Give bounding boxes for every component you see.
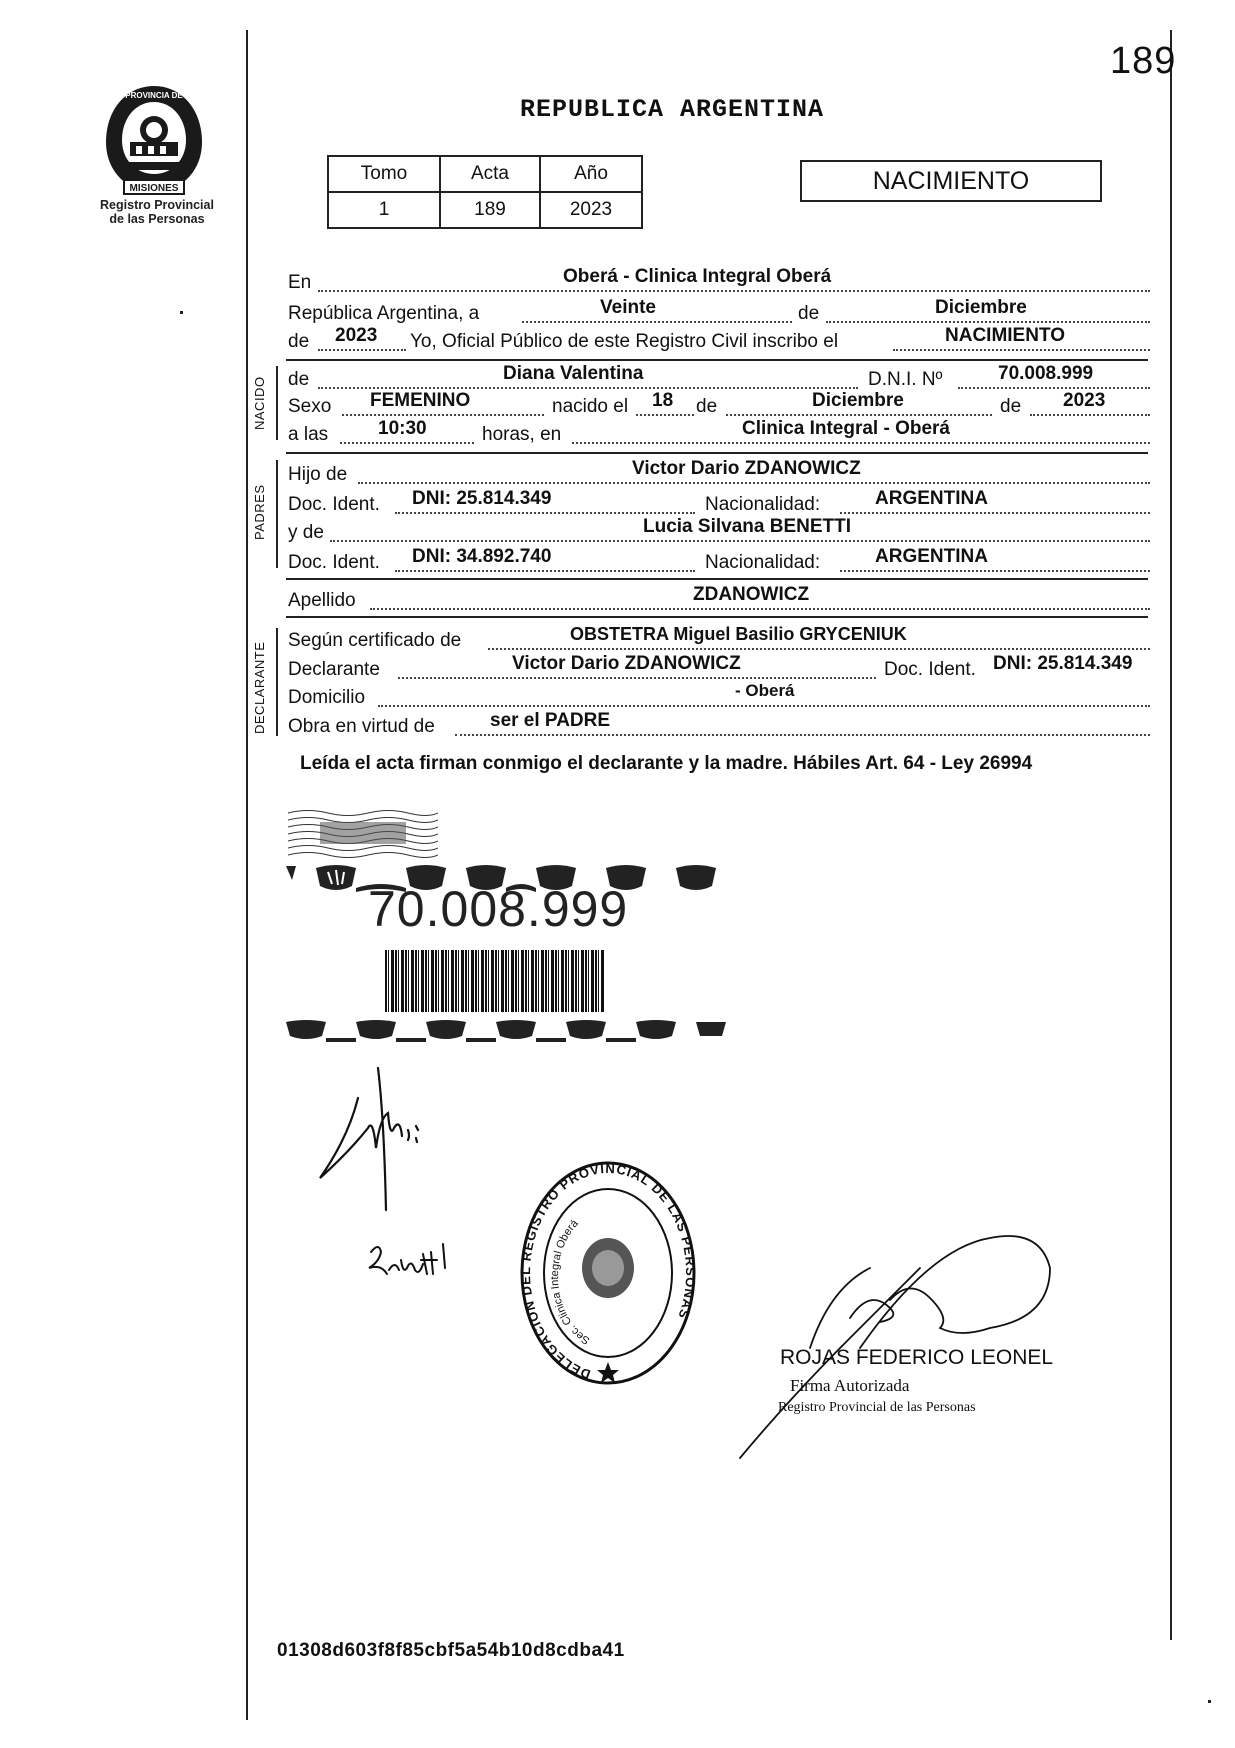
birth-day-dots xyxy=(636,414,694,416)
nacido-section-label: NACIDO xyxy=(252,376,267,430)
ano-value: 2023 xyxy=(540,192,642,228)
hijo-de-label: Hijo de xyxy=(288,464,348,485)
a-las-label: a las xyxy=(288,424,329,445)
domicilio-dots xyxy=(378,705,1150,707)
mother-doc: DNI: 34.892.740 xyxy=(412,546,552,567)
father-nat-label: Nacionalidad: xyxy=(705,494,821,515)
apellido-dots xyxy=(370,608,1150,610)
newborn-dni: 70.008.999 xyxy=(998,363,1094,384)
mother-nationality: ARGENTINA xyxy=(875,546,988,567)
mother-name: Lucia Silvana BENETTI xyxy=(643,516,851,537)
padres-top-rule xyxy=(286,452,1148,454)
acta-value: 189 xyxy=(440,192,540,228)
declarante-top-rule xyxy=(286,616,1148,618)
official-name: ROJAS FEDERICO LEONEL xyxy=(780,1346,1054,1369)
certificado-value: OBSTETRA Miguel Basilio GRYCENIUK xyxy=(570,624,907,644)
mother-dots xyxy=(330,540,1150,542)
padres-section-label: PADRES xyxy=(252,484,267,540)
apellido-top-rule xyxy=(286,578,1148,580)
birth-year: 2023 xyxy=(1063,390,1106,411)
certificado-label: Según certificado de xyxy=(288,630,462,651)
declarante-doc: DNI: 25.814.349 xyxy=(993,653,1133,674)
obra-label: Obra en virtud de xyxy=(288,716,435,737)
register-table-header-row xyxy=(328,156,642,192)
acta-header: Acta xyxy=(440,156,540,192)
record-type-box: NACIMIENTO xyxy=(800,160,1102,202)
register-table xyxy=(327,155,643,229)
place-dots xyxy=(318,290,1150,292)
birth-place: Clinica Integral - Oberá xyxy=(742,418,950,439)
security-dni-print: 70.008.999 xyxy=(368,881,629,937)
obra-dots xyxy=(455,734,1150,736)
father-name: Victor Dario ZDANOWICZ xyxy=(632,458,861,479)
declarante-dots xyxy=(398,677,876,679)
month-value: Diciembre xyxy=(935,297,1027,318)
birth-time: 10:30 xyxy=(378,418,427,439)
official-role: Firma Autorizada xyxy=(790,1376,910,1395)
registry-caption xyxy=(82,198,232,226)
security-band-bottom xyxy=(286,1018,736,1048)
apellido-value: ZDANOWICZ xyxy=(693,584,810,605)
reading-note: Leída el acta firman conmigo el declarante y la madre. Hábiles Art. 64 - Ley 26994 xyxy=(300,753,1033,774)
ano-header: Año xyxy=(540,156,642,192)
father-dots xyxy=(358,482,1150,484)
margin-dot xyxy=(180,311,183,314)
domicilio-value: - Oberá xyxy=(735,681,795,700)
mother-nat-dots xyxy=(840,570,1150,572)
birth-place-dots xyxy=(572,442,1150,444)
mother-doc-label: Doc. Ident. xyxy=(288,552,380,573)
right-margin-line xyxy=(1170,30,1172,1640)
newborn-name: Diana Valentina xyxy=(503,363,644,384)
registry-stamp xyxy=(518,1158,698,1388)
official-organization: Registro Provincial de las Personas xyxy=(778,1400,976,1415)
nacido-top-rule xyxy=(286,359,1148,361)
declarante-doc-label: Doc. Ident. xyxy=(884,659,976,680)
father-doc-label: Doc. Ident. xyxy=(288,494,380,515)
time-dots xyxy=(340,442,474,444)
svg-text:PROVINCIA DE: PROVINCIA DE xyxy=(125,91,183,100)
corner-dot xyxy=(1208,1700,1211,1703)
sexo-value: FEMENINO xyxy=(370,390,471,411)
de-label: de xyxy=(798,303,820,324)
dni-label: D.N.I. Nº xyxy=(868,369,943,390)
nacido-el-label: nacido el xyxy=(552,396,629,417)
registry-caption-line2: de las Personas xyxy=(109,212,205,226)
svg-text:Sec. Clinica Integral Oberá: Sec. Clinica Integral Oberá xyxy=(549,1217,592,1347)
day-dots xyxy=(522,321,792,323)
certificado-dots xyxy=(488,648,1150,650)
year-dots xyxy=(318,349,406,351)
father-doc-dots xyxy=(395,512,695,514)
obra-value: ser el PADRE xyxy=(490,710,611,731)
page-number: 189 xyxy=(1110,40,1177,82)
place-value: Oberá - Clinica Integral Oberá xyxy=(563,266,832,287)
day-value: Veinte xyxy=(600,297,656,318)
security-hologram xyxy=(288,808,438,858)
padres-bracket xyxy=(276,460,278,568)
country-title: REPUBLICA ARGENTINA xyxy=(520,95,825,124)
de-label-2: de xyxy=(696,396,718,417)
birth-year-dots xyxy=(1030,414,1150,416)
svg-text:MISIONES: MISIONES xyxy=(129,183,179,194)
nacido-bracket xyxy=(276,366,278,440)
en-label: En xyxy=(288,272,312,293)
sexo-label: Sexo xyxy=(288,396,332,417)
domicilio-label: Domicilio xyxy=(288,687,366,708)
y-de-label: y de xyxy=(288,522,324,543)
birth-month: Diciembre xyxy=(812,390,904,411)
apellido-label: Apellido xyxy=(288,590,356,611)
de2-label: de xyxy=(288,331,310,352)
registry-caption-line1: Registro Provincial xyxy=(100,198,214,212)
mother-nat-label: Nacionalidad: xyxy=(705,552,821,573)
tomo-value: 1 xyxy=(328,192,440,228)
tomo-header: Tomo xyxy=(328,156,440,192)
mother-doc-dots xyxy=(395,570,695,572)
register-table-value-row xyxy=(328,192,642,228)
record-value: NACIMIENTO xyxy=(945,325,1065,346)
father-nat-dots xyxy=(840,512,1150,514)
dni-dots xyxy=(958,387,1150,389)
declarant-signature xyxy=(318,1058,468,1228)
declarante-bracket xyxy=(276,628,278,736)
sexo-dots xyxy=(342,414,544,416)
document-hash: 01308d603f8f85cbf5a54b10d8cdba41 xyxy=(277,1640,625,1661)
svg-text:DELEGACION DEL REGISTRO PROVIN: DELEGACION DEL REGISTRO PROVINCIAL DE LAS PERSONAS xyxy=(518,1160,698,1383)
mother-signature xyxy=(365,1238,465,1288)
birth-day: 18 xyxy=(652,390,674,411)
security-barcode xyxy=(385,950,605,1012)
year-value: 2023 xyxy=(335,325,378,346)
record-dots xyxy=(893,349,1150,351)
left-margin-line xyxy=(246,30,248,1720)
declarante-label: Declarante xyxy=(288,659,380,680)
declarante-section-label: DECLARANTE xyxy=(252,641,267,734)
statement-text: Yo, Oficial Público de este Registro Civil inscribo el xyxy=(410,331,839,352)
father-doc: DNI: 25.814.349 xyxy=(412,488,552,509)
birth-month-dots xyxy=(726,414,992,416)
month-dots xyxy=(826,321,1150,323)
nacido-de-label: de xyxy=(288,369,310,390)
name-dots xyxy=(318,387,858,389)
de-label-3: de xyxy=(1000,396,1022,417)
father-nationality: ARGENTINA xyxy=(875,488,988,509)
misiones-seal-icon xyxy=(98,80,210,200)
horas-label: horas, en xyxy=(482,424,562,445)
republica-label: República Argentina, a xyxy=(288,303,480,324)
declarante-value: Victor Dario ZDANOWICZ xyxy=(512,653,741,674)
